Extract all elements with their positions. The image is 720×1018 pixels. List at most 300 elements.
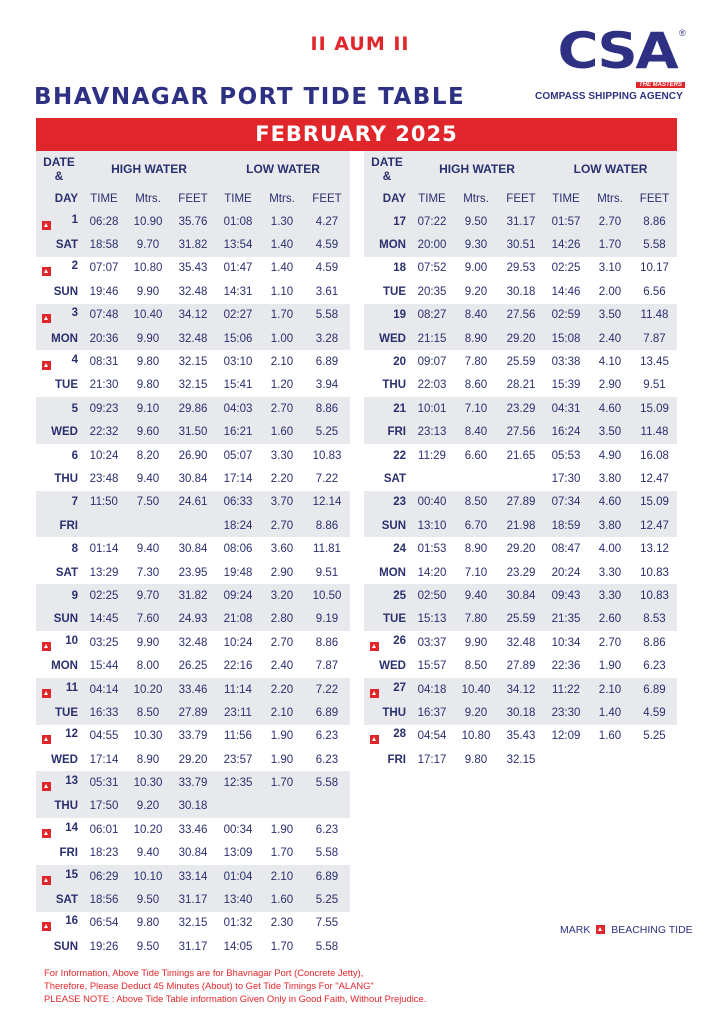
- low-feet-cell: [632, 537, 677, 560]
- low-mtrs-cell: [588, 444, 632, 467]
- high-feet-value: 25.59: [506, 613, 536, 626]
- aum-heading: II AUM II: [310, 33, 410, 55]
- high-mtrs-value: 7.50: [136, 496, 160, 509]
- high-mtrs-value: 10.20: [133, 683, 163, 696]
- low-feet-cell: [304, 842, 350, 865]
- low-mtrs-value: 1.70: [598, 239, 622, 252]
- low-mtrs-value: 3.80: [598, 472, 622, 485]
- date-day-cell: [36, 210, 82, 233]
- high-mtrs-cell: [454, 444, 498, 467]
- high-time-cell: [410, 584, 454, 607]
- high-mtrs-cell: [126, 491, 170, 514]
- date-day-value: 9: [71, 589, 78, 602]
- low-mtrs-cell: [260, 350, 304, 373]
- high-time-value: 19:46: [89, 285, 119, 298]
- high-feet-cell: [170, 280, 216, 303]
- low-time-value: 04:31: [551, 402, 581, 415]
- low-feet-cell: [304, 678, 350, 701]
- date-day-cell: [364, 748, 410, 771]
- high-time-cell: [82, 233, 126, 256]
- high-mtrs-cell: [126, 631, 170, 654]
- date-day-cell: [36, 514, 82, 537]
- low-feet-cell: [304, 514, 350, 537]
- low-time-value: 03:38: [551, 356, 581, 369]
- date-day-value: 3: [71, 307, 78, 320]
- date-day-cell: [36, 842, 82, 865]
- high-mtrs-value: 9.40: [136, 847, 160, 860]
- high-mtrs-value: 8.90: [464, 332, 488, 345]
- low-feet-value: 3.94: [315, 379, 339, 392]
- low-time-cell: [216, 257, 260, 280]
- low-mtrs-cell: [260, 771, 304, 794]
- table-row: [364, 678, 677, 701]
- low-time-value: 09:24: [223, 589, 253, 602]
- high-time-cell: [410, 350, 454, 373]
- high-feet-cell: [498, 374, 544, 397]
- low-mtrs-cell: [588, 678, 632, 701]
- date-day-cell: [36, 257, 82, 280]
- low-feet-cell: [304, 912, 350, 935]
- low-mtrs-value: 2.20: [270, 472, 294, 485]
- low-feet-value: 8.86: [643, 636, 666, 649]
- high-mtrs-cell: [126, 795, 170, 818]
- date-day-cell: [364, 467, 410, 490]
- low-feet-cell: [632, 280, 677, 303]
- date-day-value: 4: [71, 354, 78, 367]
- high-feet-cell: [498, 350, 544, 373]
- high-feet-cell: [170, 584, 216, 607]
- high-feet-cell: [498, 491, 544, 514]
- date-day-cell: [36, 584, 82, 607]
- high-feet-cell: [498, 467, 544, 490]
- date-day-value: FRI: [59, 519, 78, 532]
- table-row: [364, 327, 677, 350]
- date-day-value: WED: [51, 753, 78, 766]
- high-time-cell: [410, 725, 454, 748]
- low-feet-cell: [632, 654, 677, 677]
- low-feet-value: 11.81: [313, 543, 341, 556]
- high-mtrs-value: 6.60: [464, 449, 488, 462]
- table-row: [36, 584, 350, 607]
- low-time-value: 14:31: [223, 285, 253, 298]
- high-time-cell: [82, 444, 126, 467]
- date-day-cell: [36, 444, 82, 467]
- high-time-value: 13:10: [417, 519, 447, 532]
- date-day-cell: [364, 608, 410, 631]
- table-row: [36, 678, 350, 701]
- date-day-value: SAT: [55, 894, 78, 907]
- low-feet-value: 5.25: [643, 730, 666, 743]
- high-mtrs-cell: [454, 397, 498, 420]
- low-mtrs-cell: [260, 678, 304, 701]
- low-time-cell: [544, 561, 588, 584]
- date-day-value: 7: [71, 496, 78, 509]
- high-feet-cell: [170, 561, 216, 584]
- table-row: [36, 210, 350, 233]
- high-feet-value: 23.29: [506, 566, 536, 579]
- table-row: [364, 584, 677, 607]
- date-day-value: 23: [393, 496, 406, 509]
- high-mtrs-cell: [126, 608, 170, 631]
- beaching-tide-icon: [42, 922, 51, 931]
- high-time-value: 14:45: [89, 613, 119, 626]
- low-mtrs-value: 2.70: [270, 636, 294, 649]
- table-row: [36, 888, 350, 911]
- low-water-header: LOW WATER: [216, 151, 350, 187]
- high-time-value: 08:31: [89, 356, 119, 369]
- high-feet-value: 33.14: [178, 870, 208, 883]
- low-time-value: 02:59: [551, 309, 581, 322]
- low-time-value: 03:10: [223, 356, 253, 369]
- high-feet-value: 21.65: [506, 449, 536, 462]
- low-time-value: 13:40: [223, 894, 253, 907]
- high-feet-cell: [498, 631, 544, 654]
- low-feet-cell: [632, 608, 677, 631]
- high-mtrs-value: 9.70: [136, 239, 160, 252]
- high-time-value: 06:54: [89, 917, 119, 930]
- low-mtrs-cell: [260, 397, 304, 420]
- table-row: [364, 280, 677, 303]
- low-mtrs-cell: [588, 514, 632, 537]
- low-mtrs-cell: [260, 725, 304, 748]
- table-row: [36, 233, 350, 256]
- high-feet-cell: [170, 233, 216, 256]
- low-feet-cell: [632, 631, 677, 654]
- low-time-value: 14:26: [551, 239, 581, 252]
- low-feet-value: 13.45: [640, 356, 669, 369]
- high-time-cell: [82, 350, 126, 373]
- low-mtrs-value: 1.90: [270, 753, 294, 766]
- low-time-cell: [544, 701, 588, 724]
- low-time-cell: [544, 608, 588, 631]
- high-mtrs-cell: [454, 421, 498, 444]
- high-time-cell: [410, 257, 454, 280]
- low-time-value: 12:35: [223, 777, 253, 790]
- low-mtrs-cell: [588, 631, 632, 654]
- high-time-cell: [410, 374, 454, 397]
- date-day-cell: [36, 350, 82, 373]
- date-day-value: SUN: [381, 519, 406, 532]
- high-time-cell: [82, 818, 126, 841]
- low-time-cell: [544, 654, 588, 677]
- low-time-cell: [216, 233, 260, 256]
- date-day-value: SAT: [55, 566, 78, 579]
- table-row: [364, 304, 677, 327]
- date-day-cell: [364, 561, 410, 584]
- low-feet-cell: [632, 491, 677, 514]
- low-time-cell: [216, 397, 260, 420]
- high-feet-value: 27.56: [506, 309, 536, 322]
- low-time-cell: [544, 467, 588, 490]
- high-feet-value: 32.15: [178, 356, 208, 369]
- high-feet-cell: [170, 748, 216, 771]
- date-day-cell: [36, 537, 82, 560]
- high-feet-value: 27.89: [178, 706, 208, 719]
- low-feet-value: 16.08: [640, 449, 669, 462]
- high-feet-value: 27.56: [506, 426, 536, 439]
- high-mtrs-cell: [126, 444, 170, 467]
- high-mtrs-cell: [126, 397, 170, 420]
- low-feet-cell: [304, 935, 350, 958]
- date-day-value: 17: [393, 215, 406, 228]
- date-day-cell: [364, 654, 410, 677]
- low-mtrs-value: 4.00: [598, 543, 622, 556]
- high-time-cell: [82, 397, 126, 420]
- table-row: [36, 257, 350, 280]
- high-feet-value: 32.48: [178, 636, 208, 649]
- low-mtrs-cell: [260, 818, 304, 841]
- low-time-cell: [544, 421, 588, 444]
- day-header: DAY: [36, 187, 82, 210]
- high-mtrs-value: 7.10: [464, 402, 488, 415]
- table-row: [36, 631, 350, 654]
- low-feet-cell: [304, 397, 350, 420]
- low-time-cell: [216, 865, 260, 888]
- low-feet-value: 15.09: [640, 496, 669, 509]
- low-time-cell: [216, 795, 260, 818]
- footnote-line: PLEASE NOTE : Above Tide Table information Given Only in Good Faith, Without Prejudice.: [44, 993, 427, 1004]
- high-feet-value: 32.48: [178, 332, 208, 345]
- high-feet-value: 21.98: [506, 519, 536, 532]
- low-time-header: TIME: [216, 187, 260, 210]
- high-mtrs-cell: [454, 257, 498, 280]
- date-day-header: [36, 151, 82, 187]
- high-feet-value: 32.15: [178, 379, 208, 392]
- high-feet-cell: [498, 397, 544, 420]
- high-time-cell: [82, 748, 126, 771]
- high-feet-cell: [498, 210, 544, 233]
- date-day-value: 20: [393, 356, 406, 369]
- date-day-value: 13: [65, 775, 78, 788]
- low-time-cell: [544, 327, 588, 350]
- high-feet-cell: [498, 327, 544, 350]
- high-mtrs-cell: [454, 374, 498, 397]
- low-mtrs-cell: [260, 935, 304, 958]
- high-mtrs-value: 7.80: [464, 613, 488, 626]
- subheader-row: [36, 187, 350, 210]
- low-feet-cell: [304, 467, 350, 490]
- high-feet-value: 32.15: [178, 917, 208, 930]
- low-time-value: 07:34: [551, 496, 581, 509]
- date-day-cell: [364, 280, 410, 303]
- high-time-cell: [410, 233, 454, 256]
- high-feet-cell: [170, 678, 216, 701]
- high-feet-cell: [498, 654, 544, 677]
- low-feet-value: 8.86: [315, 402, 339, 415]
- date-day-value: MON: [379, 566, 406, 579]
- high-mtrs-cell: [126, 748, 170, 771]
- high-feet-cell: [498, 233, 544, 256]
- table-row: [36, 654, 350, 677]
- high-feet-value: 29.86: [178, 402, 208, 415]
- date-day-cell: [36, 771, 82, 794]
- logo-registered: ®: [679, 28, 686, 38]
- high-feet-cell: [170, 514, 216, 537]
- date-day-cell: [36, 233, 82, 256]
- high-time-value: 02:25: [89, 589, 119, 602]
- low-mtrs-value: 1.70: [270, 309, 294, 322]
- low-time-cell: [544, 444, 588, 467]
- table-row: [364, 350, 677, 373]
- high-mtrs-cell: [126, 865, 170, 888]
- high-time-cell: [82, 257, 126, 280]
- high-feet-value: 34.12: [506, 683, 536, 696]
- low-mtrs-cell: [260, 374, 304, 397]
- high-time-value: 22:32: [89, 426, 119, 439]
- high-feet-cell: [170, 912, 216, 935]
- low-mtrs-value: 3.30: [598, 589, 622, 602]
- table-row: [36, 608, 350, 631]
- high-feet-cell: [498, 280, 544, 303]
- low-time-value: 12:09: [551, 730, 581, 743]
- high-feet-cell: [170, 795, 216, 818]
- logo-brand: CSA: [557, 22, 677, 80]
- low-mtrs-value: 2.10: [598, 683, 622, 696]
- date-day-cell: [36, 467, 82, 490]
- date-day-value: 21: [393, 402, 406, 415]
- date-day-cell: [36, 327, 82, 350]
- low-time-cell: [216, 467, 260, 490]
- high-feet-value: 30.18: [178, 800, 208, 813]
- low-time-cell: [216, 561, 260, 584]
- low-mtrs-value: 1.90: [270, 730, 294, 743]
- table-row: [36, 701, 350, 724]
- low-time-cell: [544, 350, 588, 373]
- high-mtrs-cell: [454, 280, 498, 303]
- table-row: [364, 444, 677, 467]
- high-time-value: 11:29: [418, 449, 446, 462]
- high-time-value: 09:07: [417, 356, 447, 369]
- high-mtrs-cell: [454, 584, 498, 607]
- low-time-cell: [216, 631, 260, 654]
- high-time-cell: [82, 795, 126, 818]
- high-time-value: 16:33: [89, 706, 119, 719]
- high-feet-cell: [498, 444, 544, 467]
- high-time-cell: [410, 210, 454, 233]
- high-mtrs-value: 9.40: [136, 543, 160, 556]
- low-feet-header: FEET: [304, 187, 350, 210]
- high-mtrs-value: 10.80: [133, 262, 163, 275]
- low-mtrs-value: 1.40: [598, 706, 622, 719]
- high-time-value: 11:50: [90, 496, 118, 509]
- date-day-cell: [364, 584, 410, 607]
- high-feet-cell: [498, 514, 544, 537]
- high-feet-value: 32.48: [506, 636, 536, 649]
- table-row: [36, 327, 350, 350]
- low-feet-value: 3.61: [315, 285, 339, 298]
- high-feet-cell: [170, 374, 216, 397]
- high-mtrs-cell: [126, 537, 170, 560]
- low-mtrs-cell: [588, 654, 632, 677]
- low-mtrs-cell: [588, 210, 632, 233]
- low-time-cell: [544, 537, 588, 560]
- date-day-cell: [364, 374, 410, 397]
- high-mtrs-cell: [454, 210, 498, 233]
- date-day-value: 28: [393, 728, 406, 741]
- low-mtrs-cell: [588, 374, 632, 397]
- high-time-cell: [82, 374, 126, 397]
- low-feet-value: 6.23: [315, 730, 339, 743]
- high-time-cell: [82, 467, 126, 490]
- high-time-cell: [82, 654, 126, 677]
- high-mtrs-value: 8.60: [464, 379, 488, 392]
- low-feet-value: 5.58: [315, 309, 339, 322]
- date-day-cell: [36, 888, 82, 911]
- low-time-value: 02:25: [551, 262, 581, 275]
- low-feet-cell: [632, 327, 677, 350]
- high-time-cell: [82, 865, 126, 888]
- date-day-cell: [36, 608, 82, 631]
- low-feet-cell: [304, 771, 350, 794]
- low-feet-cell: [304, 608, 350, 631]
- date-day-value: SUN: [53, 613, 78, 626]
- high-time-cell: [82, 327, 126, 350]
- date-day-value: 11: [65, 681, 78, 694]
- high-mtrs-cell: [126, 842, 170, 865]
- date-day-cell: [36, 795, 82, 818]
- high-mtrs-cell: [454, 233, 498, 256]
- table-row: [36, 771, 350, 794]
- low-mtrs-value: 3.10: [598, 262, 622, 275]
- high-mtrs-cell: [126, 350, 170, 373]
- low-mtrs-cell: [260, 795, 304, 818]
- high-time-cell: [82, 514, 126, 537]
- low-mtrs-cell: [260, 537, 304, 560]
- high-mtrs-cell: [126, 935, 170, 958]
- high-mtrs-cell: [126, 374, 170, 397]
- low-feet-value: 6.89: [643, 683, 666, 696]
- high-mtrs-value: 8.50: [464, 660, 488, 673]
- high-feet-value: 31.17: [178, 894, 208, 907]
- date-day-cell: [36, 654, 82, 677]
- high-feet-value: 33.46: [178, 823, 208, 836]
- date-day-cell: [364, 701, 410, 724]
- beaching-tide-icon: [42, 829, 51, 838]
- date-day-value: 22: [393, 449, 406, 462]
- low-feet-value: 7.87: [643, 332, 666, 345]
- high-time-cell: [410, 561, 454, 584]
- low-feet-cell: [304, 561, 350, 584]
- high-feet-cell: [498, 304, 544, 327]
- subheader-row: [364, 187, 677, 210]
- high-mtrs-cell: [126, 210, 170, 233]
- high-feet-value: 30.84: [506, 589, 536, 602]
- high-mtrs-cell: [126, 561, 170, 584]
- table-row: [364, 537, 677, 560]
- low-feet-value: 8.86: [315, 636, 339, 649]
- high-time-value: 18:56: [89, 894, 119, 907]
- low-mtrs-header: Mtrs.: [260, 187, 304, 210]
- low-mtrs-value: 3.60: [270, 543, 294, 556]
- low-feet-value: 6.56: [643, 285, 666, 298]
- low-time-cell: [544, 397, 588, 420]
- date-day-cell: [36, 561, 82, 584]
- table-row: [36, 421, 350, 444]
- high-mtrs-value: 9.20: [464, 285, 488, 298]
- day-header: DAY: [364, 187, 410, 210]
- low-mtrs-cell: [588, 725, 632, 748]
- high-feet-value: 29.20: [506, 543, 536, 556]
- high-mtrs-value: 9.90: [464, 636, 488, 649]
- high-feet-value: 23.95: [178, 566, 208, 579]
- high-feet-value: 30.18: [506, 285, 536, 298]
- date-day-cell: [36, 421, 82, 444]
- table-row: [364, 654, 677, 677]
- high-mtrs-header: Mtrs.: [126, 187, 170, 210]
- high-mtrs-value: 10.20: [133, 823, 163, 836]
- low-mtrs-value: 3.70: [270, 496, 294, 509]
- high-time-value: 05:31: [89, 777, 119, 790]
